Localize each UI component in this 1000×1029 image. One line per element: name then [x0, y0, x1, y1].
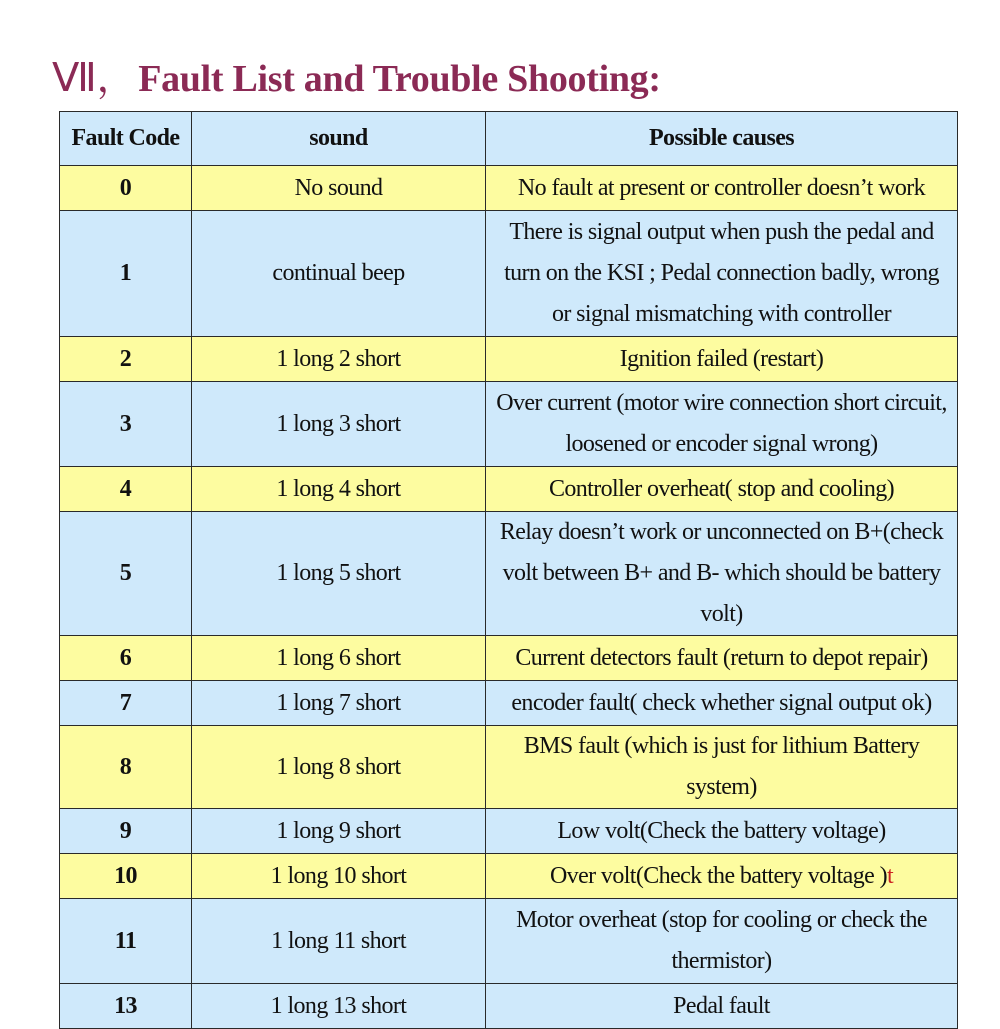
cause-cell: [486, 854, 958, 899]
section-numeral: Ⅶ，: [52, 55, 137, 100]
fault-code-cell: 8: [60, 726, 192, 809]
fault-code-cell: 2: [60, 337, 192, 382]
table-header-row: [60, 112, 958, 166]
table-row: [60, 984, 958, 1029]
cause-cell: Ignition failed (restart): [486, 337, 958, 382]
fault-code-cell: 9: [60, 809, 192, 854]
table-row: [60, 382, 958, 467]
cause-cell: BMS fault (which is just for lithium Battery system): [486, 726, 958, 809]
fault-code-cell: 10: [60, 854, 192, 899]
sound-cell: 1 long 4 short: [192, 467, 486, 512]
cause-cell: Controller overheat( stop and cooling): [486, 467, 958, 512]
table-row: [60, 681, 958, 726]
header-sound: sound: [192, 112, 486, 166]
header-possible-causes: Possible causes: [486, 112, 958, 166]
fault-code-cell: 3: [60, 382, 192, 467]
table-row: [60, 809, 958, 854]
sound-cell: 1 long 11 short: [192, 899, 486, 984]
table-row: [60, 337, 958, 382]
cause-text: Over volt(Check the battery voltage ): [549, 862, 887, 889]
page-title: [52, 46, 661, 103]
cause-cell: Pedal fault: [486, 984, 958, 1029]
sound-cell: 1 long 9 short: [192, 809, 486, 854]
table-row: [60, 166, 958, 211]
header-fault-code: Fault Code: [60, 112, 192, 166]
table-row: [60, 467, 958, 512]
cause-cell: encoder fault( check whether signal output ok): [486, 681, 958, 726]
fault-table: [59, 111, 958, 1029]
table-row: [60, 211, 958, 337]
table-row: [60, 899, 958, 984]
sound-cell: 1 long 2 short: [192, 337, 486, 382]
sound-cell: 1 long 6 short: [192, 636, 486, 681]
table-row: [60, 854, 958, 899]
cause-cell: No fault at present or controller doesn’t work: [486, 166, 958, 211]
fault-code-cell: 1: [60, 211, 192, 337]
cause-cell: Relay doesn’t work or unconnected on B+(check volt between B+ and B- which should be battery volt): [486, 512, 958, 636]
sound-cell: 1 long 10 short: [192, 854, 486, 899]
fault-code-cell: 0: [60, 166, 192, 211]
sound-cell: 1 long 13 short: [192, 984, 486, 1029]
fault-code-cell: 4: [60, 467, 192, 512]
sound-cell: No sound: [192, 166, 486, 211]
title-text: Fault List and Trouble Shooting:: [138, 58, 661, 100]
table-row: [60, 726, 958, 809]
table-row: [60, 512, 958, 636]
cause-cell: Motor overheat (stop for cooling or check the thermistor): [486, 899, 958, 984]
sound-cell: 1 long 7 short: [192, 681, 486, 726]
fault-code-cell: 13: [60, 984, 192, 1029]
sound-cell: continual beep: [192, 211, 486, 337]
sound-cell: 1 long 5 short: [192, 512, 486, 636]
cause-cell: Low volt(Check the battery voltage): [486, 809, 958, 854]
cause-red-suffix: t: [886, 862, 894, 889]
cause-cell: There is signal output when push the pedal and turn on the KSI ; Pedal connection badly, wrong or signal mismatching with controller: [486, 211, 958, 337]
sound-cell: 1 long 3 short: [192, 382, 486, 467]
cause-cell: Current detectors fault (return to depot repair): [486, 636, 958, 681]
table-row: [60, 636, 958, 681]
cause-cell: Over current (motor wire connection short circuit, loosened or encoder signal wrong): [486, 382, 958, 467]
fault-code-cell: 6: [60, 636, 192, 681]
fault-code-cell: 5: [60, 512, 192, 636]
fault-code-cell: 7: [60, 681, 192, 726]
fault-code-cell: 11: [60, 899, 192, 984]
sound-cell: 1 long 8 short: [192, 726, 486, 809]
